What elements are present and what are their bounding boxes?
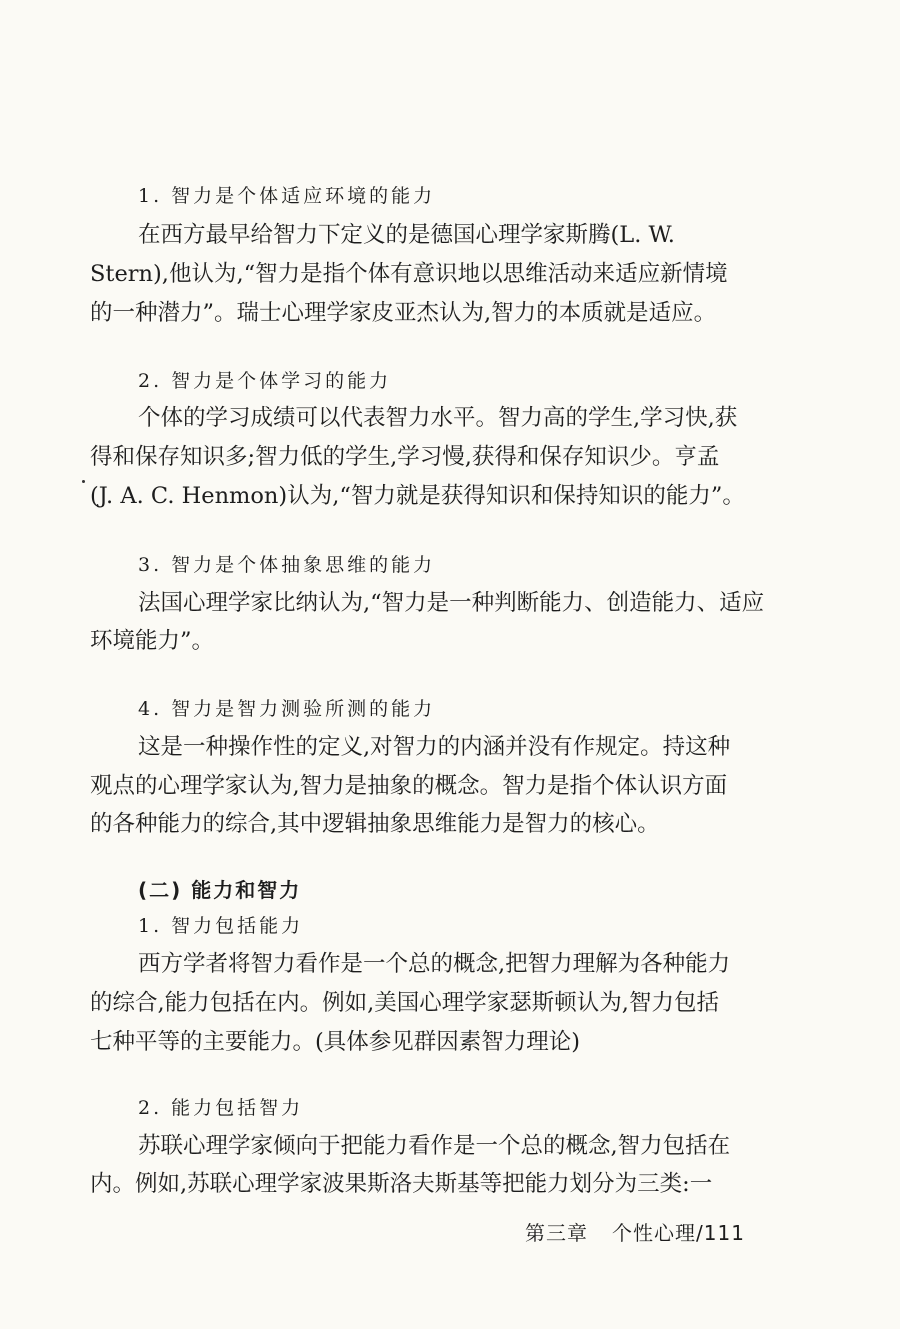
section-heading-3: 3. 智力是个体抽象思维的能力: [138, 554, 436, 576]
section-heading-6: 2. 能力包括智力: [138, 1097, 304, 1119]
paragraph-line: 苏联心理学家倾向于把能力看作是一个总的概念,智力包括在: [138, 1133, 731, 1159]
paragraph-line: 观点的心理学家认为,智力是抽象的概念。智力是指个体认识方面: [90, 773, 728, 799]
paragraph-line: 的各种能力的综合,其中逻辑抽象思维能力是智力的核心。: [90, 811, 660, 837]
paragraph-line: 七种平等的主要能力。(具体参见群因素智力理论): [90, 1029, 581, 1055]
footer-title: 个性心理: [612, 1221, 696, 1245]
paragraph-line: 环境能力”。: [90, 628, 215, 654]
paragraph-line: 的综合,能力包括在内。例如,美国心理学家瑟斯顿认为,智力包括: [90, 990, 719, 1016]
paragraph-line: 法国心理学家比纳认为,“智力是一种判断能力、创造能力、适应: [138, 590, 765, 616]
paragraph-line: 个体的学习成绩可以代表智力水平。智力高的学生,学习快,获: [138, 405, 738, 431]
paragraph-line: 得和保存知识多;智力低的学生,学习慢,获得和保存知识少。亨孟: [90, 444, 720, 470]
paragraph-line: 的一种潜力”。瑞士心理学家皮亚杰认为,智力的本质就是适应。: [90, 300, 717, 326]
paragraph-line: 这是一种操作性的定义,对智力的内涵并没有作规定。持这种: [138, 734, 731, 760]
paragraph-line: 内。例如,苏联心理学家波果斯洛夫斯基等把能力划分为三类:一: [90, 1171, 713, 1197]
paragraph-line: (J. A. C. Henmon)认为,“智力就是获得知识和保持知识的能力”。: [90, 483, 745, 509]
scan-speck: [82, 480, 85, 483]
paragraph-line: Stern),他认为,“智力是指个体有意识地以思维活动来适应新情境: [90, 261, 728, 287]
page-number: /111: [696, 1221, 745, 1245]
page-footer: [525, 1217, 745, 1246]
paragraph-line: 西方学者将智力看作是一个总的概念,把智力理解为各种能力: [138, 951, 731, 977]
paragraph-line: 在西方最早给智力下定义的是德国心理学家斯腾(L. W.: [138, 222, 675, 248]
section-heading-1: 1. 智力是个体适应环境的能力: [138, 185, 436, 207]
section-heading-4: 4. 智力是智力测验所测的能力: [138, 698, 436, 720]
section-heading-2: 2. 智力是个体学习的能力: [138, 370, 392, 392]
section-subtitle: (二) 能力和智力: [138, 878, 302, 902]
footer-chapter: 第三章: [525, 1221, 588, 1245]
section-heading-5: 1. 智力包括能力: [138, 915, 304, 937]
